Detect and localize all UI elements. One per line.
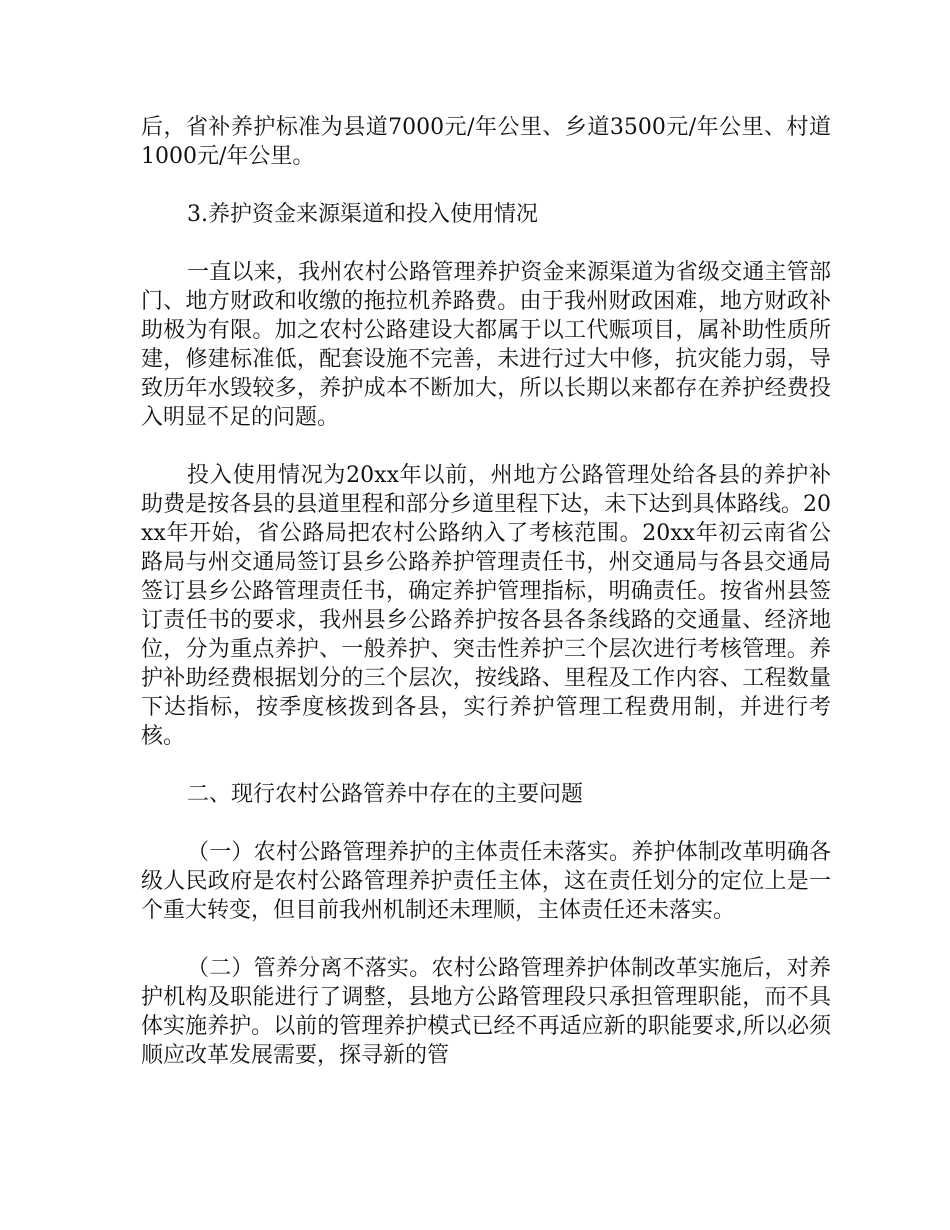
document-body [141, 113, 831, 1099]
paragraph-usage: 投入使用情况为20xx年以前，州地方公路管理处给各县的养护补助费是按各县的县道里程和部分乡道里程下达，未下达到具体路线。20xx年开始，省公路局把农村公路纳入了考核范围。20xx年初云南省公路局与州交通局签订县乡公路养护管理责任书，州交通局与各县交通局签订县乡公路管理责任书，确定养护管理指标，明确责任。按省州县签订责任书的要求，我州县乡公路养护按各县各条线路的交通量、经济地位，分为重点养护、一般养护、突击性养护三个层次进行考核管理。养护补助经费根据划分的三个层次，按线路、里程及工作内容、工程数量下达指标，按季度核拨到各县，实行养护管理工程费用制，并进行考核。 [141, 463, 831, 749]
paragraph-continuation: 后，省补养护标准为县道7000元/年公里、乡道3500元/年公里、村道1000元/年公里。 [141, 115, 831, 169]
paragraph-problem-two: （二）管养分离不落实。农村公路管理养护体制改革实施后，对养护机构及职能进行了调整，县地方公路管理段只承担管理职能，而不具体实施养护。以前的管理养护模式已经不再适应新的职能要求,所以必须顺应改革发展需要，探寻新的管 [141, 956, 831, 1068]
section-heading-main-problems: 二、现行农村公路管养中存在的主要问题 [187, 782, 584, 807]
paragraph-funding-sources: 一直以来，我州农村公路管理养护资金来源渠道为省级交通主管部门、地方财政和收缴的拖拉机养路费。由于我州财政困难，地方财政补助极为有限。加之农村公路建设大都属于以工代赈项目，属补助性质所建，修建标准低，配套设施不完善，未进行过大中修，抗灾能力弱，导致历年水毁较多，养护成本不断加大，所以长期以来都存在养护经费投入明显不足的问题。 [141, 260, 831, 430]
section-heading-funding-sources: 3.养护资金来源渠道和投入使用情况 [187, 202, 538, 227]
paragraph-problem-one: （一）农村公路管理养护的主体责任未落实。养护体制改革明确各级人民政府是农村公路管理养护责任主体，这在责任划分的定位上是一个重大转变，但目前我州机制还未理顺，主体责任还未落实。 [141, 840, 831, 923]
